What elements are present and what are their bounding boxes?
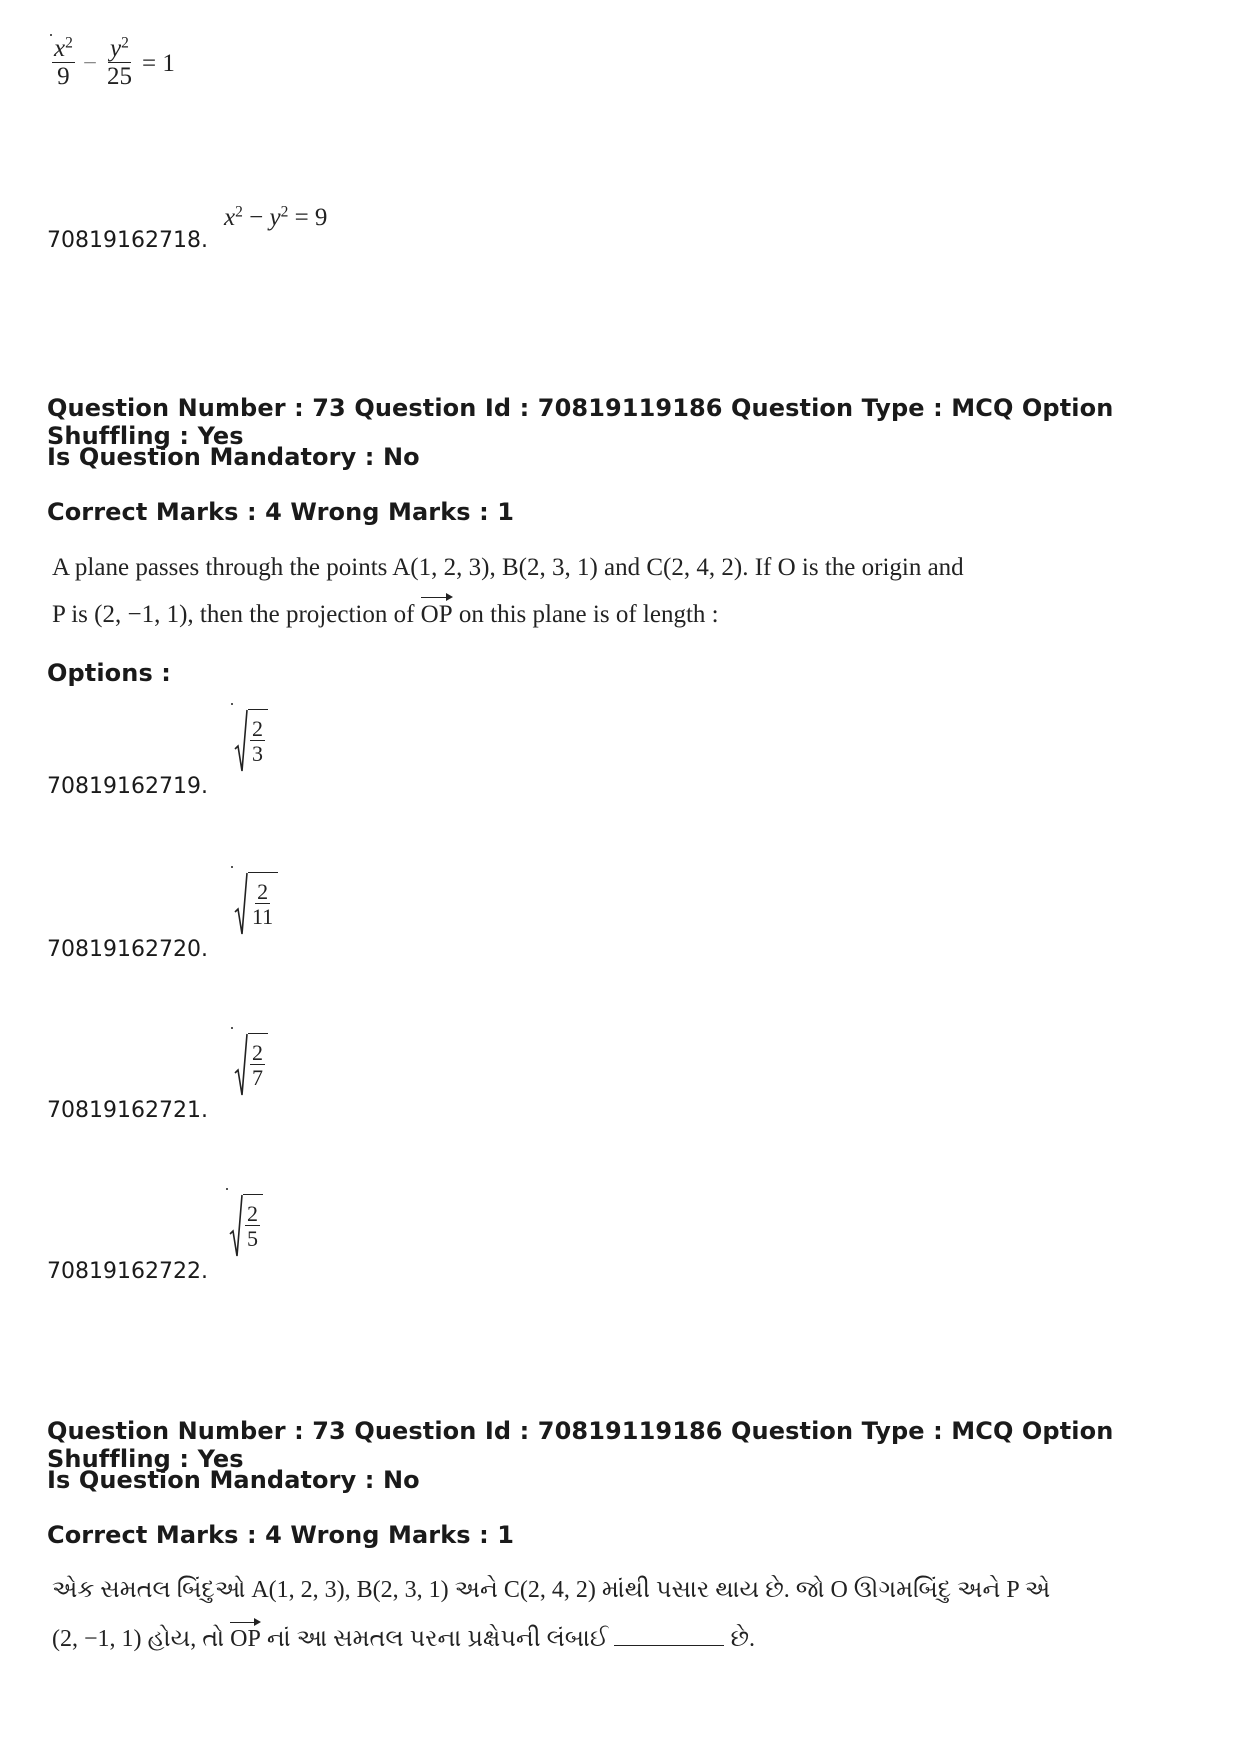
option-formula: $\frac{2}{7}$ bbox=[234, 1033, 268, 1103]
vector-op: OP bbox=[420, 601, 453, 628]
question-text-line-1: એક સમતલ બિંદુઓ A(1, 2, 3), B(2, 3, 1) અને C(2, 4, 2) માંથી પસાર થાય છે. જો O ઊગમબિંદુ અને P એ bbox=[52, 1577, 1051, 1603]
option-formula: $\frac{2}{5}$ bbox=[229, 1194, 263, 1264]
question-mandatory: Is Question Mandatory : No bbox=[47, 1466, 420, 1494]
answer-blank bbox=[614, 1645, 724, 1646]
option-formula-hyperbola: $\frac{x^2}{9}$ − $\frac{y^2}{25}$ = 1 bbox=[54, 34, 175, 91]
scan-mark bbox=[231, 703, 233, 705]
question-meta: Question Number : 73 Question Id : 70819119186 Question Type : MCQ Option Shuffling : Yes bbox=[47, 394, 1114, 450]
vector-op: OP bbox=[230, 1626, 261, 1652]
option-formula-rectangular-hyperbola: $x^2 - y^2 = 9$ bbox=[224, 203, 328, 231]
options-label: Options : bbox=[47, 659, 171, 687]
option-formula: $\frac{2}{11}$ bbox=[234, 872, 278, 942]
question-text-line-1: A plane passes through the points A(1, 2, 3), B(2, 3, 1) and C(2, 4, 2). If O is the origin and bbox=[52, 554, 964, 581]
option-id: 70819162719. bbox=[47, 774, 208, 799]
option-id: 70819162720. bbox=[47, 937, 208, 962]
option-id: 70819162721. bbox=[47, 1098, 208, 1123]
question-mandatory: Is Question Mandatory : No bbox=[47, 443, 420, 471]
option-formula: $\frac{2}{3}$ bbox=[234, 709, 268, 779]
scan-mark bbox=[226, 1188, 228, 1190]
question-marks: Correct Marks : 4 Wrong Marks : 1 bbox=[47, 498, 515, 526]
option-id: 70819162722. bbox=[47, 1259, 208, 1284]
question-marks: Correct Marks : 4 Wrong Marks : 1 bbox=[47, 1521, 515, 1549]
scan-mark bbox=[231, 1027, 233, 1029]
scan-mark bbox=[231, 866, 233, 868]
question-text-line-2: (2, −1, 1) હોય, તો OP નાં આ સમતલ પરના પ્રક્ષેપની લંબાઈ છે. bbox=[52, 1626, 756, 1652]
option-id: 70819162718. bbox=[47, 228, 208, 253]
question-meta: Question Number : 73 Question Id : 70819119186 Question Type : MCQ Option Shuffling : Yes bbox=[47, 1417, 1114, 1473]
question-text-line-2: P is (2, −1, 1), then the projection of OP on this plane is of length : bbox=[52, 601, 719, 628]
